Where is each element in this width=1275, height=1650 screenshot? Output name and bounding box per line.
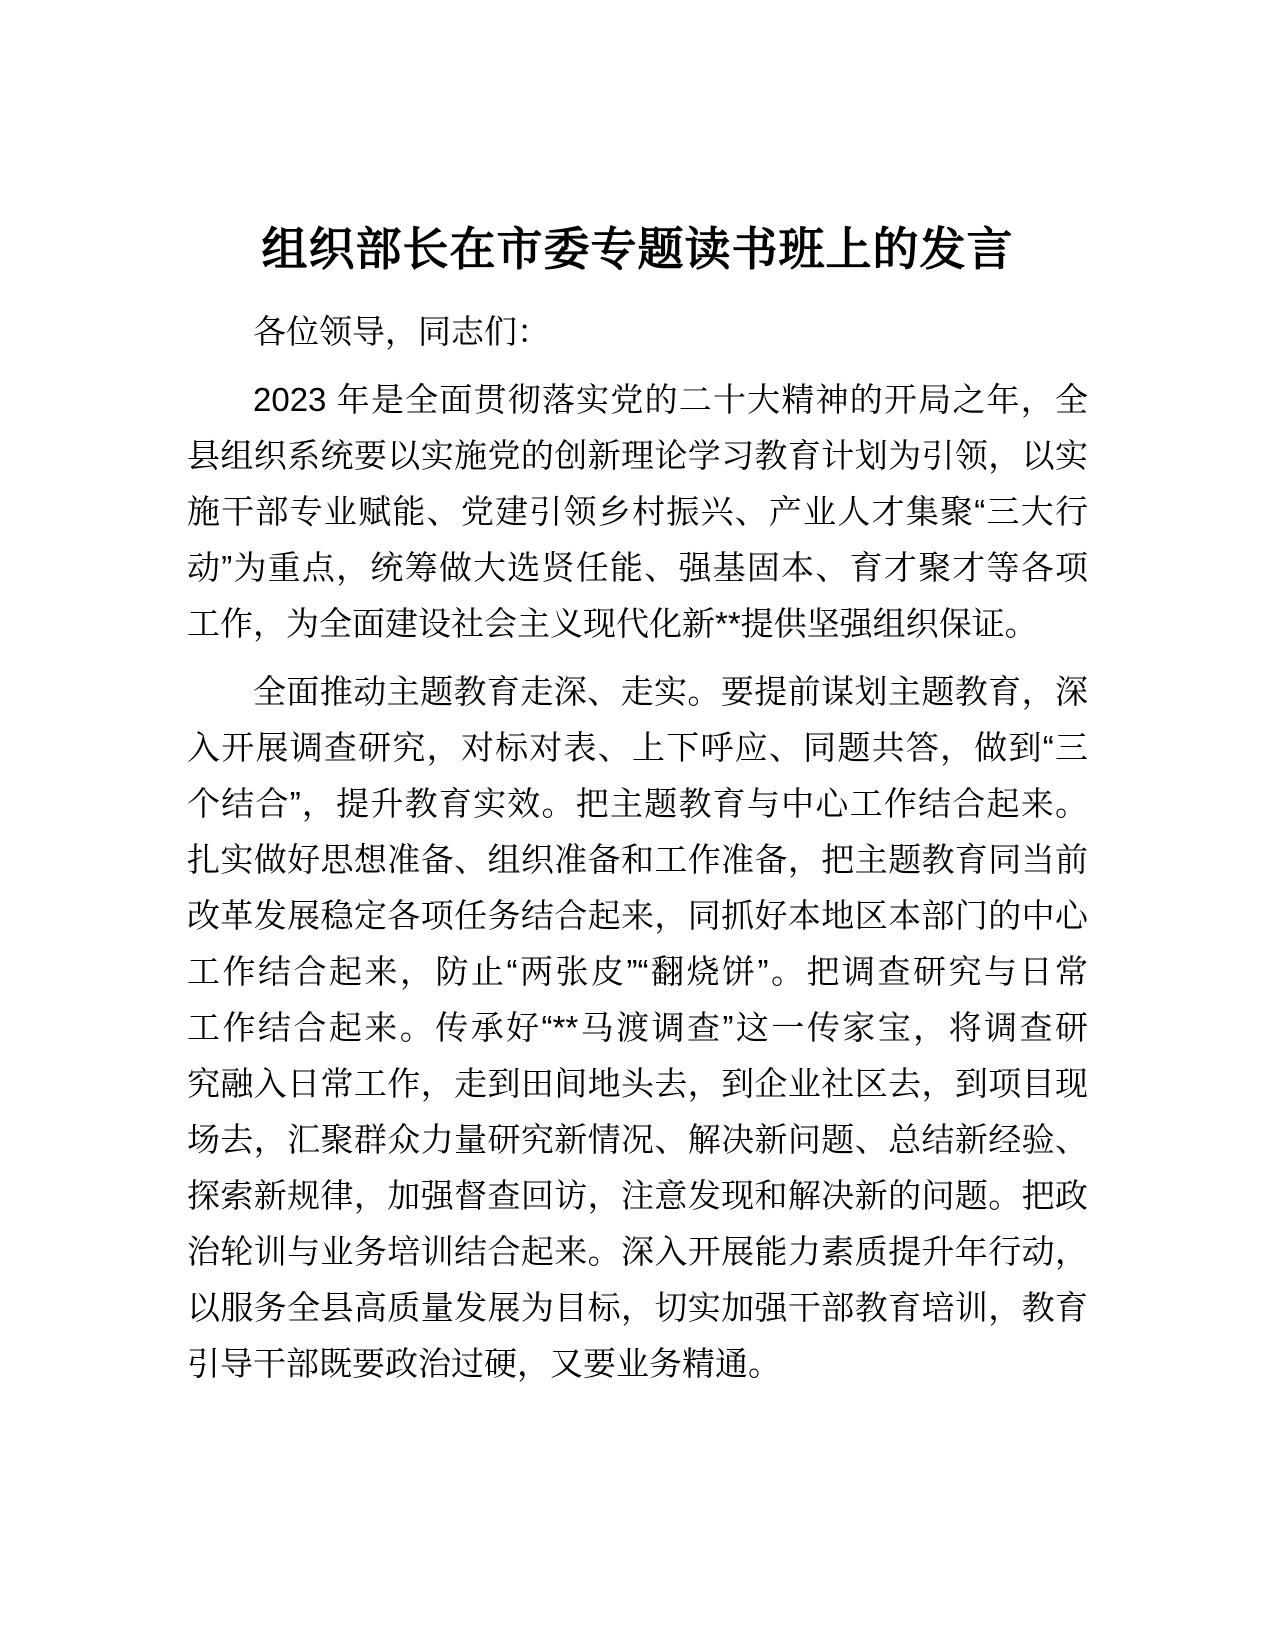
document-title: 组织部长在市委专题读书班上的发言 — [261, 223, 1014, 275]
paragraph — [187, 664, 1088, 1392]
text-line: 改革发展稳定各项任务结合起来，同抓好本地区本部门的中心 — [187, 897, 1088, 934]
text-line: 究融入日常工作，走到田间地头去，到企业社区去，到项目现 — [187, 1065, 1088, 1102]
document-body — [187, 372, 1088, 1392]
text-line: 引导干部既要政治过硬，又要业务精通。 — [187, 1345, 781, 1382]
text-line: 个结合”，提升教育实效。把主题教育与中心工作结合起来。 — [187, 785, 1088, 822]
text-line: 治轮训与业务培训结合起来。深入开展能力素质提升年行动， — [187, 1233, 1088, 1270]
text-line: 动”为重点，统筹做大选贤任能、强基固本、育才聚才等各项 — [187, 549, 1088, 586]
text-line: 2023 年是全面贯彻落实党的二十大精神的开局之年，全 — [253, 381, 1088, 418]
text-line: 工作结合起来。传承好“**马渡调查”这一传家宝，将调查研 — [187, 1009, 1088, 1046]
text-line: 工作结合起来，防止“两张皮”“翻烧饼”。把调查研究与日常 — [187, 953, 1088, 990]
text-line: 以服务全县高质量发展为目标，切实加强干部教育培训，教育 — [187, 1289, 1088, 1326]
text-line: 县组织系统要以实施党的创新理论学习教育计划为引领，以实 — [187, 437, 1088, 474]
text-line: 入开展调查研究，对标对表、上下呼应、同题共答，做到“三 — [187, 729, 1088, 766]
text-line: 探索新规律，加强督查回访，注意发现和解决新的问题。把政 — [187, 1177, 1088, 1214]
greeting-line: 各位领导，同志们： — [253, 313, 550, 350]
text-line: 全面推动主题教育走深、走实。要提前谋划主题教育，深 — [253, 673, 1088, 710]
text-line: 场去，汇聚群众力量研究新情况、解决新问题、总结新经验、 — [187, 1121, 1088, 1158]
text-line: 工作，为全面建设社会主义现代化新**提供坚强组织保证。 — [187, 605, 1038, 642]
text-line: 施干部专业赋能、党建引领乡村振兴、产业人才集聚“三大行 — [187, 493, 1088, 530]
text-line: 扎实做好思想准备、组织准备和工作准备，把主题教育同当前 — [187, 841, 1088, 878]
paragraph — [187, 372, 1088, 652]
